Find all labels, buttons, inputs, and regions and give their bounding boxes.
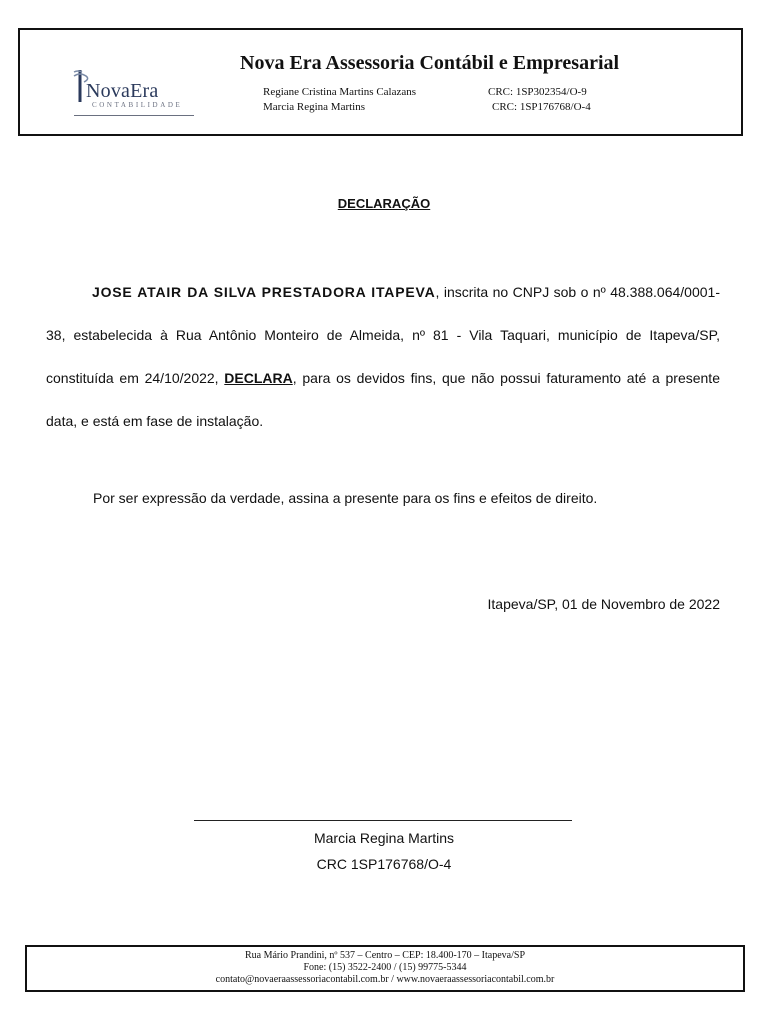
company-declarant: JOSE ATAIR DA SILVA PRESTADORA ITAPEVA <box>92 284 436 300</box>
document-title: DECLARAÇÃO <box>337 196 431 211</box>
place-date: Itapeva/SP, 01 de Novembro de 2022 <box>487 596 720 612</box>
partner-name-2: Marcia Regina Martins <box>263 101 366 113</box>
logo-subtitle: CONTABILIDADE <box>92 101 183 109</box>
partner-name-1: Regiane Cristina Martins Calazans <box>263 86 417 98</box>
logo-underline <box>74 115 194 116</box>
signatory-name: Marcia Regina Martins <box>313 830 455 846</box>
signatory-crc: CRC 1SP176768/O-4 <box>316 856 452 872</box>
partner-crc-1: CRC: 1SP302354/O-9 <box>488 86 587 98</box>
declaration-paragraph <box>46 271 720 443</box>
company-name: Nova Era Assessoria Contábil e Empresarial <box>240 52 620 74</box>
truth-statement: Por ser expressão da verdade, assina a presente para os fins e efeitos de direito. <box>93 490 598 506</box>
logo-wordmark: NovaEra <box>86 80 159 102</box>
letterhead <box>18 28 743 136</box>
declaration-text-1: , inscrita no CNPJ sob o nº 48.388.064/0001-38, estabelecida à Rua Antônio Monteiro de Almeida, nº 81 - Vila Taquari, município de Itapeva/SP, constituída em 24/10/2022, <box>46 284 720 386</box>
partner-crc-2: CRC: 1SP176768/O-4 <box>492 101 591 113</box>
declara-keyword: DECLARA <box>224 370 293 386</box>
signature-line <box>194 820 572 821</box>
footer-contact: contato@novaeraassessoriacontabil.com.br / www.novaeraassessoriacontabil.com.br <box>215 974 555 985</box>
footer-phone: Fone: (15) 3522-2400 / (15) 99775-5344 <box>303 962 467 973</box>
declaration-text-2: , para os devidos fins, que não possui faturamento até a presente data, e está em fase de instalação. <box>46 370 720 429</box>
footer <box>25 945 745 992</box>
footer-address: Rua Mário Prandini, nº 537 – Centro – CEP: 18.400-170 – Itapeva/SP <box>244 950 526 961</box>
company-logo <box>72 68 196 118</box>
